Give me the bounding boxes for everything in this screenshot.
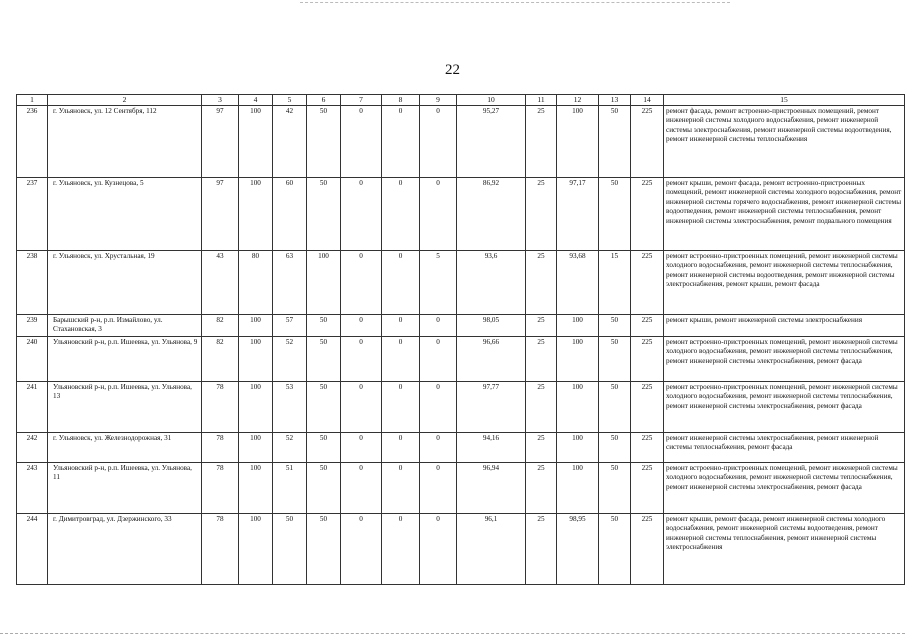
value-cell: 25 bbox=[526, 105, 557, 177]
value-cell: 0 bbox=[420, 314, 457, 336]
table-row bbox=[17, 381, 905, 432]
value-cell: 57 bbox=[273, 314, 307, 336]
value-cell: 78 bbox=[202, 381, 239, 432]
value-cell: 225 bbox=[631, 250, 664, 314]
value-cell: 0 bbox=[420, 432, 457, 462]
works-cell: ремонт инженерной системы электроснабжения, ремонт инженерной системы теплоснабжения, ремонт фасада bbox=[664, 432, 905, 462]
value-cell: 225 bbox=[631, 432, 664, 462]
value-cell: 96,66 bbox=[457, 336, 526, 381]
scan-artifact-line bbox=[0, 633, 905, 634]
value-cell: 0 bbox=[382, 250, 420, 314]
value-cell: 100 bbox=[239, 513, 273, 584]
value-cell: 93,6 bbox=[457, 250, 526, 314]
value-cell: 97,77 bbox=[457, 381, 526, 432]
value-cell: 100 bbox=[557, 105, 599, 177]
value-cell: 225 bbox=[631, 177, 664, 250]
value-cell: 225 bbox=[631, 381, 664, 432]
value-cell: 94,16 bbox=[457, 432, 526, 462]
column-number: 7 bbox=[341, 95, 382, 106]
value-cell: 15 bbox=[599, 250, 631, 314]
value-cell: 0 bbox=[341, 381, 382, 432]
column-number: 3 bbox=[202, 95, 239, 106]
value-cell: 100 bbox=[557, 314, 599, 336]
row-number-cell: 238 bbox=[17, 250, 48, 314]
value-cell: 80 bbox=[239, 250, 273, 314]
value-cell: 42 bbox=[273, 105, 307, 177]
row-number-cell: 242 bbox=[17, 432, 48, 462]
value-cell: 5 bbox=[420, 250, 457, 314]
value-cell: 0 bbox=[382, 381, 420, 432]
table-row bbox=[17, 250, 905, 314]
value-cell: 25 bbox=[526, 336, 557, 381]
address-cell: Ульяновский р-н, р.п. Ишеевка, ул. Ульянова, 11 bbox=[48, 462, 202, 513]
column-number-row bbox=[17, 95, 905, 106]
works-cell: ремонт встроенно-пристроенных помещений, ремонт инженерной системы холодного водоснабжения, ремонт инженерной системы теплоснабжения, ремонт инженерной системы электроснабжения, ремонт фасада bbox=[664, 462, 905, 513]
value-cell: 225 bbox=[631, 513, 664, 584]
value-cell: 100 bbox=[239, 177, 273, 250]
row-number-cell: 244 bbox=[17, 513, 48, 584]
value-cell: 0 bbox=[420, 177, 457, 250]
value-cell: 0 bbox=[341, 432, 382, 462]
address-cell: Барышский р-н, р.п. Измайлово, ул. Стахановская, 3 bbox=[48, 314, 202, 336]
row-number-cell: 240 bbox=[17, 336, 48, 381]
value-cell: 50 bbox=[273, 513, 307, 584]
value-cell: 0 bbox=[341, 314, 382, 336]
value-cell: 100 bbox=[239, 381, 273, 432]
value-cell: 93,68 bbox=[557, 250, 599, 314]
value-cell: 50 bbox=[307, 314, 341, 336]
value-cell: 96,1 bbox=[457, 513, 526, 584]
value-cell: 50 bbox=[307, 462, 341, 513]
value-cell: 0 bbox=[341, 462, 382, 513]
value-cell: 60 bbox=[273, 177, 307, 250]
value-cell: 0 bbox=[382, 314, 420, 336]
page-number: 22 bbox=[445, 62, 460, 78]
column-number: 12 bbox=[557, 95, 599, 106]
address-cell: г. Ульяновск, ул. 12 Сентября, 112 bbox=[48, 105, 202, 177]
value-cell: 50 bbox=[307, 513, 341, 584]
column-number: 15 bbox=[664, 95, 905, 106]
row-number-cell: 241 bbox=[17, 381, 48, 432]
value-cell: 0 bbox=[420, 513, 457, 584]
column-number: 13 bbox=[599, 95, 631, 106]
row-number-cell: 243 bbox=[17, 462, 48, 513]
column-number: 2 bbox=[48, 95, 202, 106]
row-number-cell: 239 bbox=[17, 314, 48, 336]
value-cell: 50 bbox=[599, 432, 631, 462]
value-cell: 0 bbox=[420, 381, 457, 432]
works-cell: ремонт фасада, ремонт встроенно-пристроенных помещений, ремонт инженерной системы холодного водоснабжения, ремонт инженерной системы электроснабжения, ремонт инженерной системы водоотведения, ремонт инженерной системы теплоснабжения bbox=[664, 105, 905, 177]
works-cell: ремонт встроенно-пристроенных помещений, ремонт инженерной системы холодного водоснабжения, ремонт инженерной системы теплоснабжения, ремонт инженерной системы электроснабжения, ремонт фасада bbox=[664, 381, 905, 432]
value-cell: 25 bbox=[526, 177, 557, 250]
value-cell: 95,27 bbox=[457, 105, 526, 177]
value-cell: 0 bbox=[341, 513, 382, 584]
value-cell: 25 bbox=[526, 432, 557, 462]
value-cell: 100 bbox=[557, 462, 599, 513]
table-row bbox=[17, 513, 905, 584]
table-row bbox=[17, 177, 905, 250]
value-cell: 43 bbox=[202, 250, 239, 314]
value-cell: 100 bbox=[239, 432, 273, 462]
value-cell: 100 bbox=[557, 381, 599, 432]
value-cell: 100 bbox=[557, 432, 599, 462]
table-row bbox=[17, 105, 905, 177]
value-cell: 100 bbox=[239, 314, 273, 336]
value-cell: 100 bbox=[239, 336, 273, 381]
value-cell: 0 bbox=[420, 462, 457, 513]
table-body bbox=[17, 95, 905, 585]
value-cell: 63 bbox=[273, 250, 307, 314]
value-cell: 82 bbox=[202, 336, 239, 381]
value-cell: 25 bbox=[526, 250, 557, 314]
row-number-cell: 236 bbox=[17, 105, 48, 177]
value-cell: 78 bbox=[202, 513, 239, 584]
column-number: 9 bbox=[420, 95, 457, 106]
value-cell: 225 bbox=[631, 314, 664, 336]
value-cell: 25 bbox=[526, 314, 557, 336]
works-cell: ремонт крыши, ремонт фасада, ремонт встроенно-пристроенных помещений, ремонт инженерной системы холодного водоснабжения, ремонт инженерной системы горячего водоснабжения, ремонт инженерной системы водоотведения, ремонт инженерной системы теплоснабжения, ремонт инженерной системы электроснабжения, ремонт подвального помещения bbox=[664, 177, 905, 250]
value-cell: 100 bbox=[307, 250, 341, 314]
value-cell: 0 bbox=[341, 250, 382, 314]
value-cell: 78 bbox=[202, 432, 239, 462]
table-row bbox=[17, 336, 905, 381]
value-cell: 98,95 bbox=[557, 513, 599, 584]
value-cell: 97,17 bbox=[557, 177, 599, 250]
address-cell: г. Димитровград, ул. Дзержинского, 33 bbox=[48, 513, 202, 584]
value-cell: 50 bbox=[599, 314, 631, 336]
value-cell: 100 bbox=[239, 462, 273, 513]
value-cell: 0 bbox=[420, 336, 457, 381]
column-number: 11 bbox=[526, 95, 557, 106]
value-cell: 0 bbox=[420, 105, 457, 177]
works-cell: ремонт встроенно-пристроенных помещений, ремонт инженерной системы холодного водоснабжения, ремонт инженерной системы теплоснабжения, ремонт инженерной системы электроснабжения, ремонт фасада bbox=[664, 336, 905, 381]
value-cell: 50 bbox=[307, 105, 341, 177]
value-cell: 50 bbox=[307, 336, 341, 381]
column-number: 14 bbox=[631, 95, 664, 106]
value-cell: 78 bbox=[202, 462, 239, 513]
value-cell: 225 bbox=[631, 105, 664, 177]
column-number: 10 bbox=[457, 95, 526, 106]
works-cell: ремонт встроенно-пристроенных помещений, ремонт инженерной системы холодного водоснабжения, ремонт инженерной системы теплоснабжения, ремонт инженерной системы водоотведения, ремонт инженерной системы электроснабжения, ремонт крыши, ремонт фасада bbox=[664, 250, 905, 314]
column-number: 1 bbox=[17, 95, 48, 106]
value-cell: 97 bbox=[202, 177, 239, 250]
value-cell: 86,92 bbox=[457, 177, 526, 250]
row-number-cell: 237 bbox=[17, 177, 48, 250]
value-cell: 25 bbox=[526, 513, 557, 584]
value-cell: 0 bbox=[341, 336, 382, 381]
repair-registry-table bbox=[16, 94, 905, 585]
value-cell: 82 bbox=[202, 314, 239, 336]
value-cell: 25 bbox=[526, 462, 557, 513]
value-cell: 50 bbox=[307, 177, 341, 250]
scan-artifact-line bbox=[300, 2, 730, 3]
value-cell: 0 bbox=[382, 432, 420, 462]
value-cell: 50 bbox=[599, 105, 631, 177]
value-cell: 96,94 bbox=[457, 462, 526, 513]
value-cell: 0 bbox=[382, 336, 420, 381]
table-row bbox=[17, 314, 905, 336]
table-row bbox=[17, 432, 905, 462]
address-cell: г. Ульяновск, ул. Хрустальная, 19 bbox=[48, 250, 202, 314]
column-number: 8 bbox=[382, 95, 420, 106]
address-cell: Ульяновский р-н, р.п. Ишеевка, ул. Ульянова, 9 bbox=[48, 336, 202, 381]
value-cell: 100 bbox=[239, 105, 273, 177]
works-cell: ремонт крыши, ремонт фасада, ремонт инженерной системы холодного водоснабжения, ремонт инженерной системы водоотведения, ремонт инженерной системы теплоснабжения, ремонт инженерной системы электроснабжения bbox=[664, 513, 905, 584]
value-cell: 50 bbox=[599, 513, 631, 584]
value-cell: 225 bbox=[631, 462, 664, 513]
value-cell: 50 bbox=[307, 432, 341, 462]
value-cell: 50 bbox=[599, 462, 631, 513]
column-number: 4 bbox=[239, 95, 273, 106]
value-cell: 50 bbox=[307, 381, 341, 432]
works-cell: ремонт крыши, ремонт инженерной системы электроснабжения bbox=[664, 314, 905, 336]
value-cell: 100 bbox=[557, 336, 599, 381]
value-cell: 52 bbox=[273, 432, 307, 462]
value-cell: 0 bbox=[341, 105, 382, 177]
column-number: 6 bbox=[307, 95, 341, 106]
value-cell: 50 bbox=[599, 336, 631, 381]
column-number: 5 bbox=[273, 95, 307, 106]
value-cell: 25 bbox=[526, 381, 557, 432]
value-cell: 50 bbox=[599, 381, 631, 432]
value-cell: 53 bbox=[273, 381, 307, 432]
value-cell: 225 bbox=[631, 336, 664, 381]
address-cell: г. Ульяновск, ул. Кузнецова, 5 bbox=[48, 177, 202, 250]
value-cell: 0 bbox=[382, 513, 420, 584]
value-cell: 50 bbox=[599, 177, 631, 250]
value-cell: 0 bbox=[382, 105, 420, 177]
value-cell: 52 bbox=[273, 336, 307, 381]
value-cell: 0 bbox=[382, 462, 420, 513]
value-cell: 98,05 bbox=[457, 314, 526, 336]
value-cell: 0 bbox=[382, 177, 420, 250]
table-row bbox=[17, 462, 905, 513]
value-cell: 97 bbox=[202, 105, 239, 177]
value-cell: 0 bbox=[341, 177, 382, 250]
value-cell: 51 bbox=[273, 462, 307, 513]
address-cell: г. Ульяновск, ул. Железнодорожная, 31 bbox=[48, 432, 202, 462]
address-cell: Ульяновский р-н, р.п. Ишеевка, ул. Ульянова, 13 bbox=[48, 381, 202, 432]
